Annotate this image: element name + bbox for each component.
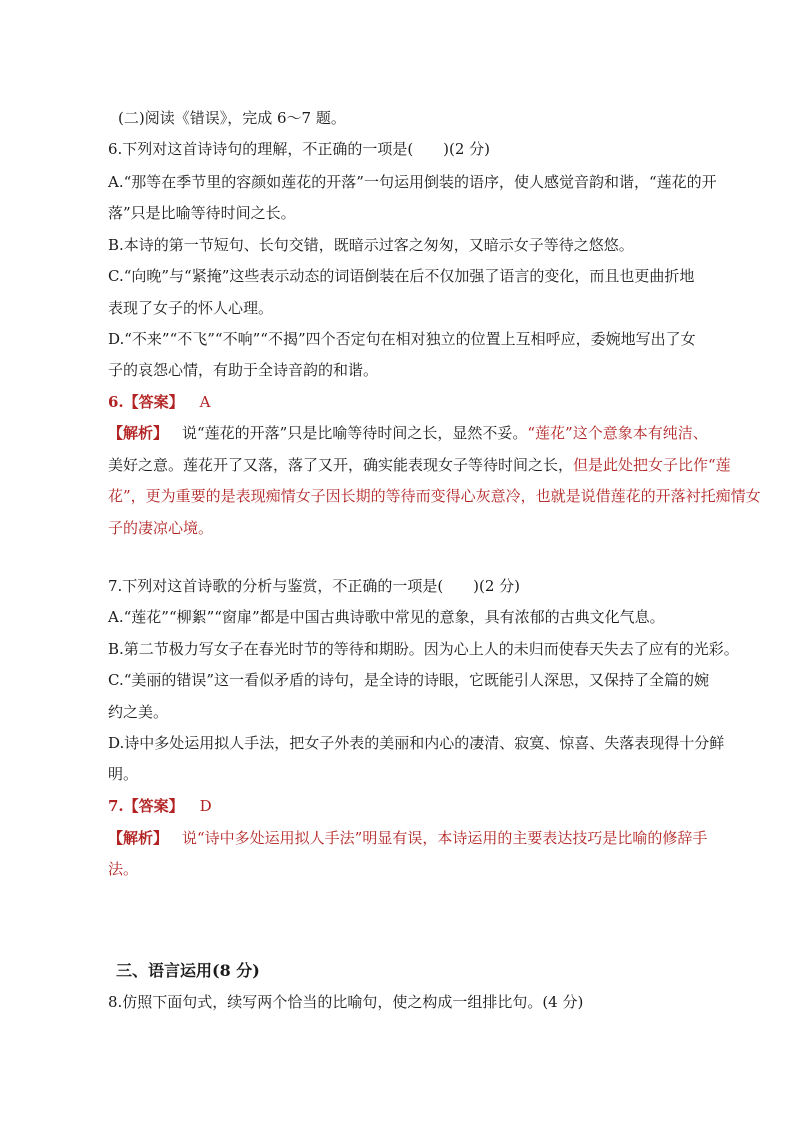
q6-analysis-text1: 说“莲花的开落”只是比喻等待时间之长，显然不妥。 [182, 424, 528, 442]
q6-answer-label: 6.【答案】 [108, 393, 184, 411]
q6-option-d-line2: 子的哀怨心情，有助于全诗音韵的和谐。 [108, 361, 379, 379]
q6-option-a-line1: A.“那等在季节里的容颜如莲花的开落”一句运用倒装的语序，使人感觉音韵和谐，“莲花的开 [108, 173, 717, 191]
q7-option-c-line1: C.“美丽的错误”这一看似矛盾的诗句，是全诗的诗眼，它既能引人深思，又保持了全篇的婉 [108, 671, 710, 689]
q6-option-b: B.本诗的第一节短句、长句交错，既暗示过客之匆匆，又暗示女子等待之悠悠。 [108, 236, 634, 254]
q7-answer-label: 7.【答案】 [108, 797, 184, 815]
q6-option-c-line1: C.“向晚”与“紧掩”这些表示动态的词语倒装在后不仅加强了语言的变化，而且也更曲折地 [108, 267, 695, 285]
q6-analysis-line3: 花”，更为重要的是表现痴情女子因长期的等待而变得心灰意冷，也就是说借莲花的开落衬托痴情女 [108, 487, 761, 505]
q7-answer-value: D [199, 797, 212, 815]
q7-answer [108, 796, 212, 816]
q7-analysis-line1 [108, 828, 707, 848]
q6-analysis-text2-red: 但是此处把女子比作“莲 [573, 456, 731, 474]
section3-heading: 三、语言运用(8 分) [116, 961, 260, 980]
reading-intro: (二)阅读《错误》，完成 6～7 题。 [118, 109, 346, 127]
q6-analysis-text2: 美好之意。莲花开了又落，落了又开，确实能表现女子等待时间之长， [108, 456, 574, 474]
q7-analysis-text1: 说“诗中多处运用拟人手法”明显有误，本诗运用的主要表达技巧是比喻的修辞手 [182, 829, 708, 847]
q7-option-d-line2: 明。 [108, 765, 139, 783]
q6-analysis-text1-red: “莲花”这个意象本有纯洁、 [527, 424, 708, 442]
q6-answer [108, 392, 211, 412]
q7-option-d-line1: D.诗中多处运用拟人手法，把女子外表的美丽和内心的凄清、寂寞、惊喜、失落表现得十分鲜 [108, 734, 725, 752]
q6-option-d-line1: D.“不来”“不飞”“不响”“不揭”四个否定句在相对独立的位置上互相呼应，委婉地写出了女 [108, 330, 696, 348]
q7-analysis-line2: 法。 [108, 860, 139, 878]
q6-analysis-line2 [108, 455, 731, 475]
q6-option-c-line2: 表现了女子的怀人心理。 [108, 299, 274, 317]
q7-analysis-label: 【解析】 [108, 829, 169, 847]
q6-analysis-line1 [108, 423, 708, 443]
q7-option-b: B.第二节极力写女子在春光时节的等待和期盼。因为心上人的未归而使春天失去了应有的光彩。 [108, 640, 739, 658]
q6-analysis-line4: 子的凄凉心境。 [108, 519, 214, 537]
q7-option-a: A.“莲花”“柳絮”“窗扉”都是中国古典诗歌中常见的意象，具有浓郁的古典文化气息。 [108, 608, 665, 626]
q8-stem: 8.仿照下面句式，续写两个恰当的比喻句，使之构成一组排比句。(4 分) [108, 993, 584, 1011]
q6-analysis-label: 【解析】 [108, 424, 169, 442]
q6-option-a-line2: 落”只是比喻等待时间之长。 [108, 204, 296, 222]
q7-stem: 7.下列对这首诗歌的分析与鉴赏，不正确的一项是( )(2 分) [108, 577, 521, 595]
q6-answer-value: A [199, 393, 211, 411]
q6-stem: 6.下列对这首诗诗句的理解，不正确的一项是( )(2 分) [108, 140, 491, 158]
q7-option-c-line2: 约之美。 [108, 703, 169, 721]
